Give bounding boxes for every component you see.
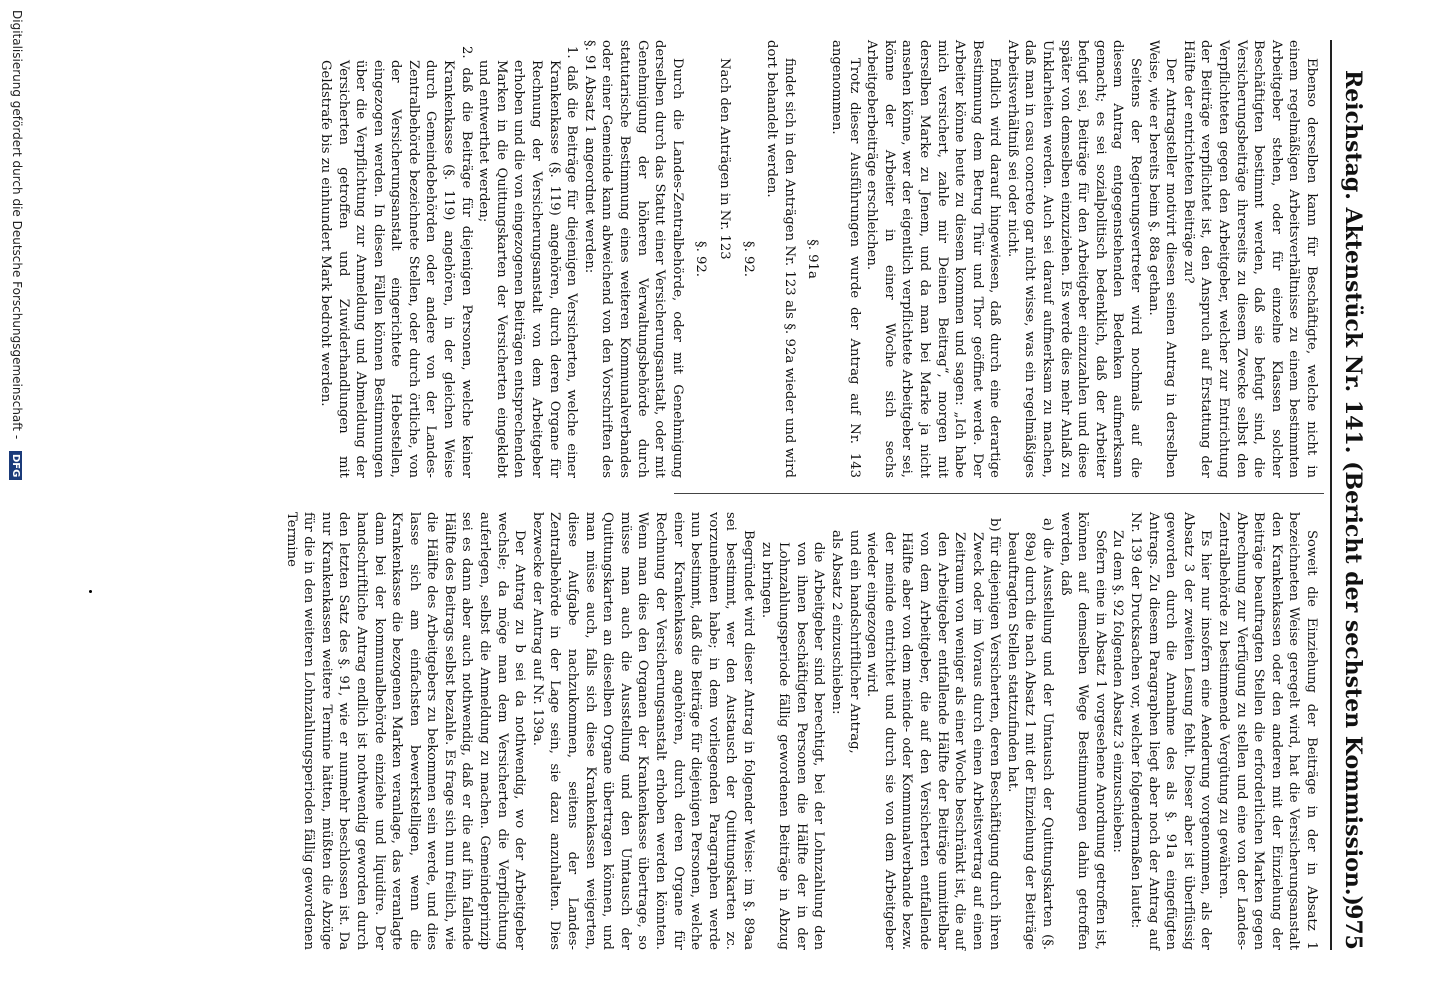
list-item: b) für diejenigen Versicherten, deren Beschäftigung durch ihren Zweck oder im Voraus durch einen Arbeitsvertrag auf einen Zeitraum von weniger als einer Woche beschränkt ist, die auf den Arbeitgeber entfallende Hälfte der Beiträge unmittelbar von dem Arbeitgeber, die auf den Versicherten entfallende Hälfte aber von dem meinde- oder Kommunalverbande bezw. der meinde entrichtet und durch sie von dem Arbeitgeber wieder eingezogen wird.	[864, 518, 1003, 950]
paragraph: findet sich in den Anträgen Nr. 123 als §. 92a wieder und wird dort behandelt werden.	[764, 40, 797, 478]
paragraph: Trotz dieser Ausführungen wurde der Antrag auf Nr. 143 angenommen.	[828, 40, 862, 478]
header-rule	[1330, 40, 1332, 950]
paragraph: Begründet wird dieser Antrag in folgender Weise: im §. 89aa sei bestimmt, wer den Austausch der Quittungskarten zc. vorzunehmen habe; in dem vorliegenden Paragraphen werde nun bestimmt, daß die Beiträge für diejenigen Personen, welche einer Krankenkasse angehören, durch deren Organe für Rechnung der Versicherungsanstalt erhoben werden könnten. Wenn man dies den Organen der Krankenkasse übertrage, so müsse man auch die Ausstellung und den Umtausch der Quittungskarten an dieselben Organe übertragen können, und man müsse auch, falls sich diese Krankenkassen weigerten, diese Aufgabe nachzukommen, seitens der Landes-Zentralbehörde in der Lage sein, sie dazu anzuhalten. Dies bezwecke der Antrag auf Nr. 139a.	[529, 512, 756, 950]
paragraph: Ebenso derselben kann für Beschäftigte, welche nicht in einem regelmäßigen Arbeitsverhältnisse zu einem bestimmten Arbeitgeber stehen, oder für einzelne Klassen solcher Beschäftigten bestimmt werden, daß sie befugt sind, die Versicherungsbeiträge ihrerseits zu diesem Zwecke selbst den Verpflichteten gegen den Arbeitgeber, welcher zur Entrichtung der Beiträge verpflichtet ist, den Anspruch auf Erstattung der Hälfte der entrichteten Beiträge zu?	[1180, 40, 1319, 478]
column-divider	[674, 493, 1324, 494]
list-item: 1. daß die Beiträge für diejenigen Versicherten, welche einer Krankenkasse (§. 119) angehören, durch deren Organe für Rechnung der Versicherungsanstalt von dem Arbeitgeber erhoben und die von eingezogenen Beiträgen entsprechenden Marken in die Quittungskarten der Versicherten eingeklebt und entwerthet werden;	[476, 46, 580, 478]
section-heading: §. 92.	[740, 241, 756, 277]
digitization-footer	[8, 10, 24, 1000]
paragraph: Endlich wird darauf hingewiesen, daß durch eine derartige Bestimmung dem Betrug Thür und Thor geöffnet werde. Der Arbeiter könne heute zu diesem kommen und sagen: „Ich habe mich versichert, zahle mir Deinen Beitrag“, morgen mit derselben Marke zu Jenem, und da man bei Marke ja nicht ansehen könne, wer der eigentlich verpflichtete Arbeitgeber sei, könne der Arbeiter in einer Woche sich sechs Arbeitgeberbeiträge erschleichen.	[864, 40, 1003, 478]
header-title: Reichstag. Aktenstück Nr. 141. (Bericht der sechsten Kommission.)	[1340, 70, 1366, 906]
paragraph: Der Antragsteller motivirt diesen seinen Antrag in derselben Weise, wie er bereits beim §. 88a gethan.	[1145, 40, 1179, 478]
paragraph: Soweit die Einziehung der Beiträge in der in Absatz 1 bezeichneten Weise geregelt wird, hat die Versicherungsanstalt den Krankenkassen oder den anderen mit der Einziehung der Beiträge beauftragten Stellen die erforderlichen Marken gegen Abrechnung zur Verfügung zu stellen und eine von der Landes-Zentralbehörde zu bestimmende Vergütung zu gewähren.	[1216, 512, 1319, 950]
speck	[89, 590, 92, 593]
page-header	[1336, 30, 1370, 970]
list-item: 2. daß die Beiträge für diejenigen Personen, welche keiner Krankenkasse (§. 119) angehören, in der gleichen Weise durch Gemeindebehörden oder andere von der Landes-Zentralbehörde bezeichnete Stellen, oder durch örtliche, von der Versicherungsanstalt eingerichtete Hebestellen, eingezogen werden. In diesen Fällen können Bestimmungen über die Verpflichtung zur Anmeldung und Abmeldung der Versicherten getroffen und Zuwiderhandlungen mit Geldstrafe bis zu einhundert Mark bedroht werden.	[317, 46, 474, 478]
left-column	[316, 40, 1320, 478]
page-number: 975	[1340, 904, 1366, 950]
footer-text: Digitalisierung gefördert durch die Deutsche Forschungsgemeinschaft -	[10, 10, 24, 440]
paragraph: Der Antrag zu b sei da nothwendig, wo der Arbeitgeber wechsle; da möge man dem Versicherten die Verpflichtung auferlegen, selbst die Anmeldung zu machen. Gemeindeprinzip sei es dann aber auch nothwendig, daß er die auf ihn fallende Hälfte des Beitrags selbst bezahle. Es frage sich nun freilich, wie die Hälfte des Arbeitgebers zu bekommen sein werde, und dies lasse sich am einfachsten bewerkstelligen, wenn die Krankenkasse die bezogenen Marken veranlage, das veranlagte dann bei der kommunalbehörde einziehe und liquidire. Der handschriftliche Antrag endlich ist nothwendig geworden durch den letzten Satz des §. 91, wie er nunmehr beschlossen ist. Da nur Krankenkassen weitere Termine hätten, müßten die Abzüge für die in den weiteren Lohnzahlungsperioden fällig gewordenen Termine	[283, 512, 528, 950]
paragraph: Es hier nur insofern eine Aenderung vorgenommen, als der Absatz 3 der zweiten Lesung fehlt. Dieser aber ist überflüssig geworden durch die Annahme des als §. 91a eingefügten Antrags. Zu diesem Paragraphen liegt aber noch der Antrag auf Nr. 139 der Drucksachen vor, welcher folgendermaßen lautet:	[1128, 512, 1214, 950]
section-heading: §. 92.	[693, 241, 709, 277]
paragraph: Zu dem §. 92 folgenden Absatz 3 einzuschieben:	[1110, 530, 1126, 853]
paragraph: die Arbeitgeber sind berechtigt, bei der Lohnzahlung den von ihnen beschäftigten Personen die Hälfte der in der Lohnzahlungsperiode fällig gewordenen Beiträge in Abzug zu bringen.	[758, 542, 827, 950]
paragraph: Durch die Landes-Zentralbehörde, oder mit Genehmigung derselben durch das Statut einer Versicherungsanstalt, oder mit Genehmigung der höheren Verwaltungsbehörde durch statutarische Bestimmung eines weiteren Kommunalverbandes oder einer Gemeinde kann abweichend von den Vorschriften des §. 91 Absatz 1 angeordnet werden:	[581, 40, 685, 478]
paragraph: und ein handschriftlicher Antrag,	[846, 530, 862, 754]
paragraph: als Absatz 2 einzuschieben:	[828, 530, 844, 715]
paragraph: Sofern eine in Absatz 1 vorgesehene Anordnung getroffen ist, können auf demselben Wege Bestimmungen dahin getroffen werden, daß	[1057, 512, 1108, 950]
list-item: a) die Ausstellung und der Umtausch der Quittungskarten (§. 89a) durch die nach Absatz 1 mit der Einziehung der Beiträge beauftragten Stellen stattzufinden hat.	[1004, 518, 1056, 950]
section-heading: §. 91a	[805, 239, 821, 279]
paragraph: Nach den Anträgen in Nr. 123	[717, 58, 732, 260]
paragraph: Seitens der Regierungsvertreter wird nochmals auf die diesem Antrag entgegenstehenden Bedenken aufmerksam gemacht; es sei sozialpolitisch bedenklich, daß der Arbeiter befugt sei, Beiträge für den Arbeitgeber einzuzahlen und diese später von demselben einzuziehen. Es werde dies mehr Anlaß zu Unklarheiten werden. Auch sei darauf aufmerksam zu machen, daß man in casu concreto gar nicht wisse, was ein regelmäßiges Arbeitsverhältniß sei oder nicht.	[1004, 40, 1144, 478]
dfg-logo: DFG	[9, 451, 22, 480]
right-column	[282, 512, 1320, 950]
